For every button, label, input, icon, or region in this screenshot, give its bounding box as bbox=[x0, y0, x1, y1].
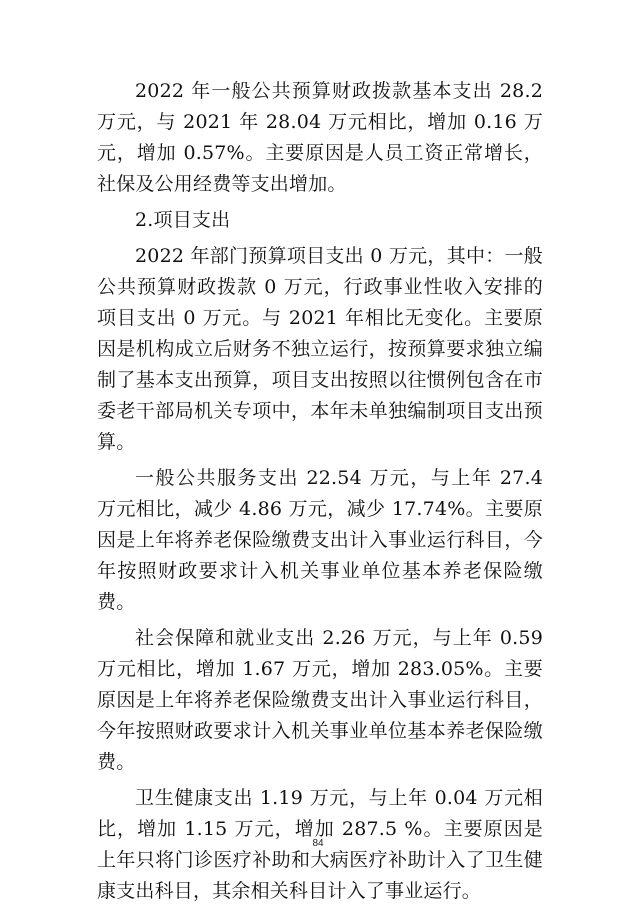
paragraph-health: 卫生健康支出 1.19 万元，与上年 0.04 万元相比，增加 1.15 万元，增加 287.5 %。主要原因是上年只将门诊医疗补助和大病医疗补助计入了卫生健康支出科目，其余相关科目计入了事业运行。 bbox=[97, 787, 543, 902]
page-number: 84 bbox=[312, 838, 324, 849]
paragraph-project-expenditure: 2022 年部门预算项目支出 0 万元，其中：一般公共预算财政拨款 0 万元，行政事业性收入安排的项目支出 0 万元。与 2021 年相比无变化。主要原因是机构成立后财务不独立运行，按预算要求独立编制了基本支出预算，项目支出按照以往惯例包含在市委老干部局机关专项中，本年未单独编制项目支出预算。 bbox=[97, 245, 543, 453]
section-heading-project-expenditure: 2.项目支出 bbox=[135, 209, 231, 231]
paragraph-general-public-services: 一般公共服务支出 22.54 万元，与上年 27.4 万元相比，减少 4.86 万元，减少 17.74%。主要原因是上年将养老保险缴费支出计入事业运行科目，今年按照财政要求计入机关事业单位基本养老保险缴费。 bbox=[97, 467, 543, 613]
paragraph-basic-expenditure: 2022 年一般公共预算财政拨款基本支出 28.2 万元，与 2021 年 28.04 万元相比，增加 0.16 万元，增加 0.57%。主要原因是人员工资正常增长，社保及公用经费等支出增加。 bbox=[97, 80, 543, 195]
body-text bbox=[97, 76, 543, 912]
paragraph-social-security: 社会保障和就业支出 2.26 万元，与上年 0.59 万元相比，增加 1.67 万元，增加 283.05%。主要原因是上年将养老保险缴费支出计入事业运行科目，今年按照财政要求计入机关事业单位基本养老保险缴费。 bbox=[97, 627, 543, 773]
